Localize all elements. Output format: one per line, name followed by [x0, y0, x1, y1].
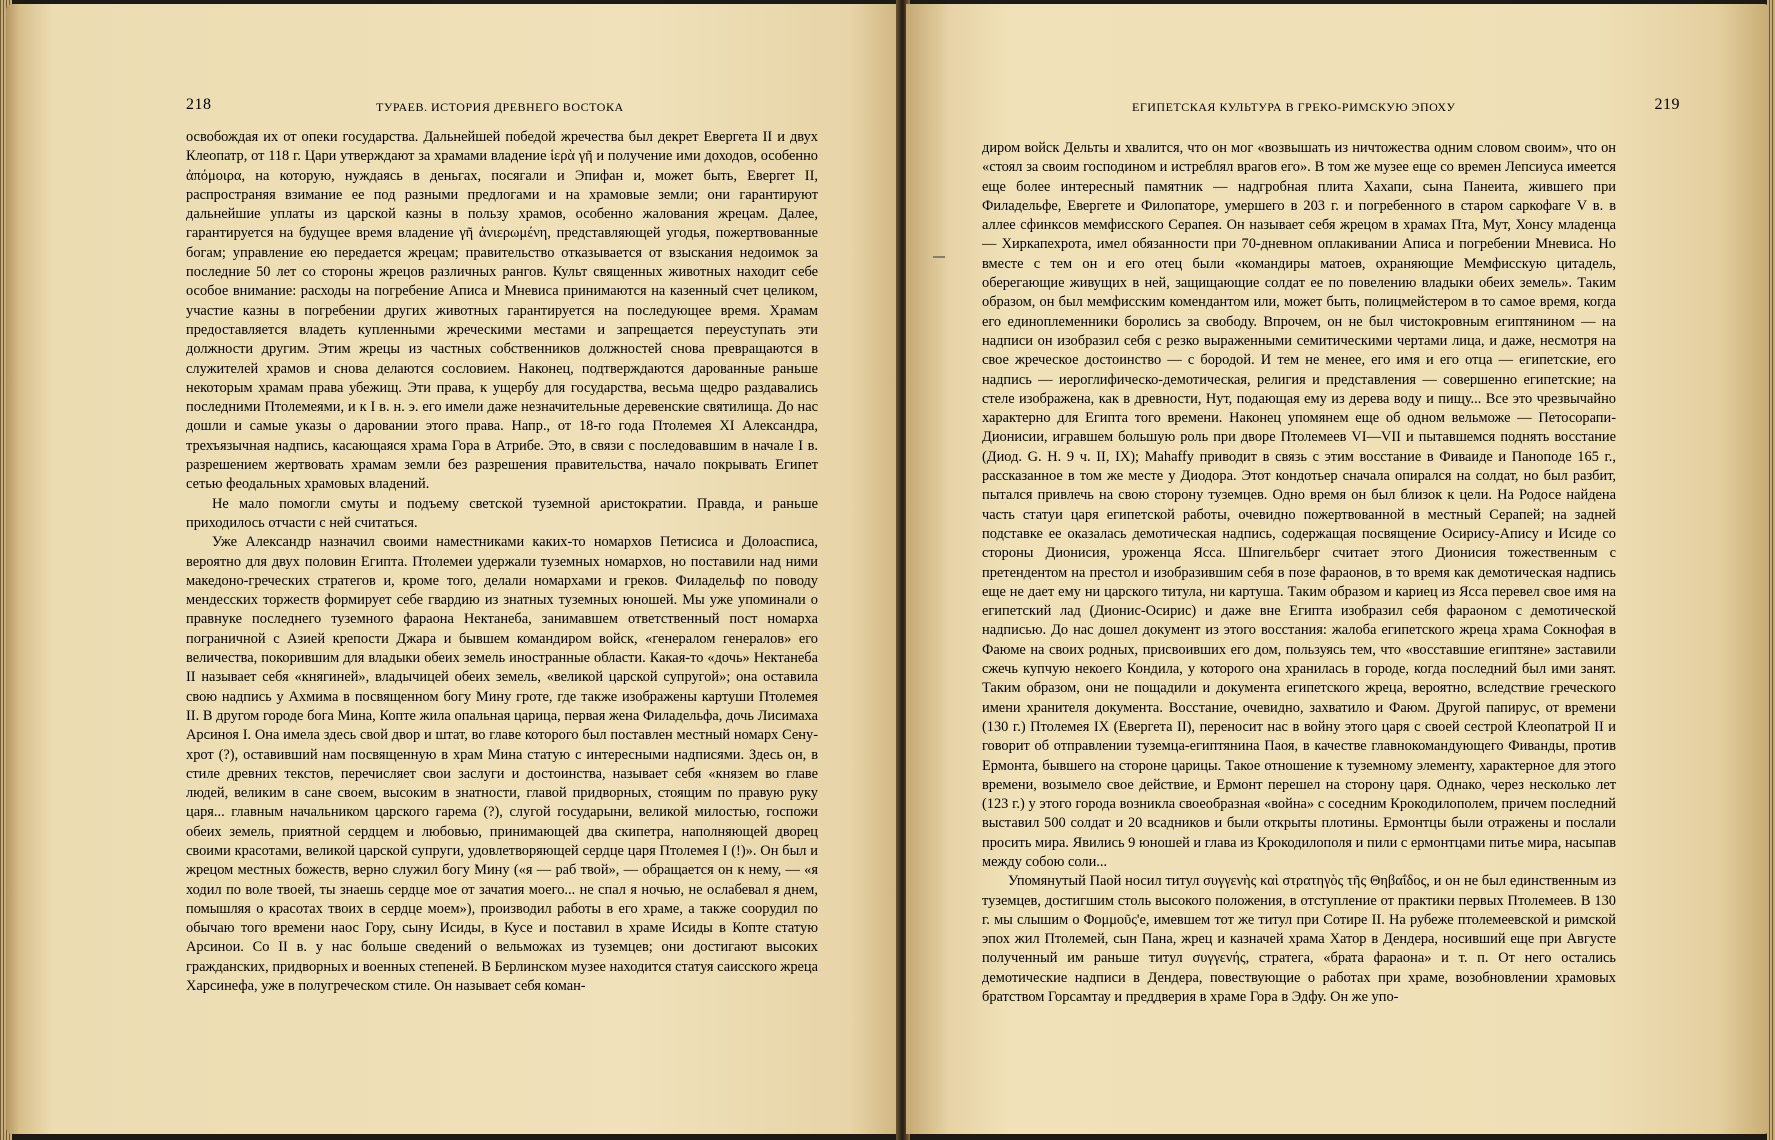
- left-paragraph-3: Уже Александр назначил своими наместниками каких-то номархов Петисиса и Долоасписа, вероятно для двух половин Египта. Птолемеи удержали туземных номархов, но поставили над ними македоно-греческих стратегов и, кроме того, делали номархами и греков. Филадельф по поводу мендесских торжеств формирует себе гвардию из знатных туземных юношей. Мы уже упоминали о правнуке последнего туземного фараона Нектанеба, занимавшем ответственный пост номарха пограничной с Азией крепости Джара и бывшем командиром войск, «генералом генералов» его величества, покорившим для владыки обеих земель иностранные области. Какая-то «дочь» Нектанеба II называет себя «княгиней», владычицей обеих земель, «великой царской супругой»; она оставила свою надпись у Ахмима в посвященном богу Мину гроте, где также изображены картуши Птолемея II. В другом городе бога Мина, Копте жила опальная царица, первая жена Филадельфа, дочь Лисимаха Арсиноя I. Она имела здесь свой двор и штат, во главе которого был поставлен местный номарх Сену-хрот (?), оставивший нам посвященную в храм Мина статую с интересными надписями. Здесь он, в стиле древних текстов, перечисляет свои заслуги и достоинства, называет себя «князем во главе людей, великим в сане своем, высоким в знатности, главой придворных, стоящим по правую руку царя... главным начальником царского гарема (?), слугой государыни, великой милостью, госпожи обеих земель, приятной сердцем и любовью, принимающей два скипетра, наполняющей дворец своими красотами, великой царской супруги, удовлетворяющей сердце царя Птолемея I (!)». Он был и жрецом местных божеств, верно служил богу Мину («я — раб твой», — обращается он к нему, — «я ходил по воле твоей, ты знаешь сердце мое от зачатия моего... не спал я ночью, не ослабевал я днем, помышляя о красотах твоих в сердце моем»), производил работы в его храме, а также соорудил по обычаю того времени наос Гору, сыну Исиды, в Кусе и поставил в храме Исиды в Копте статую Арсинои. Со II в. у нас больше сведений о вельможах из туземцев; они достигают высоких гражданских, придворных и военных степеней. В Берлинском музее находится статуя саисского жреца Харсинефа, уже в полугреческом стиле. Он называет себя коман-: [186, 534, 818, 995]
- right-page-body: [982, 139, 1616, 1007]
- margin-mark: [933, 256, 945, 258]
- right-page-number: 219: [1654, 96, 1680, 113]
- left-page-header: [186, 98, 826, 118]
- left-paragraph-1: освобождая их от опеки государства. Дальнейшей победой жречества был декрет Евергета II и двух Клеопатр, от 118 г. Цари утверждают за храмами владение ἱερὰ γῆ и получение ими доходов, особенно ἀπόμοιρα, на которую, нуждаясь в деньгах, посягали и Эпифан и, может быть, Евергет II, распространяя взимание ее под разными предлогами и на храмовые земли; они гарантируют дальнейшие уплаты из царской казны в пользу храмов, особенно жалования жрецам. Далее, гарантируется на будущее время владение γῆ ἀνιερωμένη, представляющей угодья, пожертвованные богам; управление ею передается жрецам; правительство отказывается от взыскания недоимок за последние 50 лет со стороны жрецов различных рангов. Культ священных животных находит себе особое внимание: расходы на погребение Аписа и Мневиса принимаются на казенный счет целиком, участие казны в погребении других животных гарантируется на последующее время. Храмам предоставляется владеть купленными жреческими местами и запрещается переуступать эти должности другим. Этим жрецы из частных собственников должностей снова превращаются в служителей храмов и снова делаются сословием. Наконец, подтверждаются дарованные раньше некоторым храмам права убежищ. Эти права, к ущербу для государства, весьма щедро раздавались последними Птолемеями, и к I в. н. э. его имели даже незначительные деревенские святилища. До нас дошли и самые указы о даровании этого права. Напр., от 18-го года Птолемея XI Александра, трехъязычная надпись, касающаяся храма Гора в Атрибе. Это, в связи с последовавшим в начале I в. разрешением жертвовать храмам земли без разрешения правительства, начало покрывать Египет сетью феодальных храмовых владений.: [186, 129, 818, 493]
- left-page-number: 218: [186, 96, 212, 113]
- right-page-edges: [1767, 0, 1775, 1140]
- left-running-head: ТУРАЕВ. ИСТОРИЯ ДРЕВНЕГО ВОСТОКА: [376, 100, 624, 114]
- right-page-header: [1132, 98, 1680, 118]
- right-paragraph-1: диром войск Дельты и хвалится, что он мог «возвышать из ничтожества одним словом своим», что он «стоял за своим господином и истреблял врагов его». В том же музее еще со времен Лепсиуса имеется еще более интересный памятник — надгробная плита Хахапи, сына Панеита, жившего при Филадельфе, Евергете и Филопаторе, умершего в 203 г. и погребенного в старом саркофаге V в. в аллее сфинксов мемфисского Серапея. Он называет себя жрецом в храмах Пта, Мут, Хонсу младенца — Хиркапехрота, имел обязанности при 70-дневном оплакивании Аписа и погребении Мневиса. Но вместе с тем он и его отец были «командиры матоев, охраняющие Мемфисскую цитадель, оберегающие живущих в ней, защищающие солдат ее по повелению владыки обеих земель». Таким образом, он был мемфисским комендантом или, может быть, полицмейстером в то самое время, когда его единоплеменники боролись за свободу. Впрочем, он не был чистокровным египтянином — на надписи он изобразил себя с резко выраженными семитическими чертами лица, и даже, несмотря на свое жреческое достоинство — с бородой. И тем не менее, его имя и его отца — египетские, его надпись — иероглифическо-демотическая, религия и представления — совершенно египетские; на стеле изображена, как в древности, Нут, подающая ему из дерева воду и пищу... Все это чрезвычайно характерно для Египта того времени. Наконец упомянем еще об одном вельможе — Петосорапи-Дионисии, игравшем большую роль при дворе Птолемеев VI—VII и пытавшемся поднять восстание (Диод. G. Н. 9 ч. II, IX); Mahaffy приводит в связь с этим восстание в Фиваиде и Паноподе 165 г., рассказанное в том же месте у Диодора. Этот кондотьер сначала опирался на солдат, но был разбит, пытался привлечь на свою сторону туземцев. Одно время он был близок к цели. На Родосе найдена часть статуи царя египетской работы, очевидно пожертвованной в местный Серапей; на задней подставке ее оказалась демотическая надпись, содержащая посвящение Осирису-Апису и Исиде со стороны Дионисия, уроженца Ясса. Шпигельберг считает этого Дионисия тожественным с претендентом на престол и изобразившим себя в позе фараонов, в то время как демотическая надпись еще не дает ему ни царского титула, ни картуша. Таким образом и кариец из Ясса перевел свое имя на египетский лад (Дионис-Осирис) и даже вне Египта изобразил себя фараоном с демотической надписью. До нас дошел документ из этого восстания: жалоба египетского жреца храма Сокнофая в Фаюме на своих родных, присвоивших его дом, пользуясь тем, что «восставшие египтяне» заставили сжечь купчую некоего Кондила, у которого она хранилась в городе, когда последний был ими занят. Таким образом, они не пощадили и документа египетского жреца, вероятно, вследствие греческого имени хранителя документа. Восстание, очевидно, захватило и Фаюм. Другой папирус, от времени (130 г.) Птолемея IX (Евергета II), переносит нас в войну этого царя с своей сестрой Клеопатрой II и говорит об отправлении туземца-египтянина Паоя, в качестве главнокомандующего Фиванды, против Ермонта, бывшего на стороне царицы. Такое отношение к туземному элементу, характерное для этого времени, возымело свое действие, и Ермонт перешел на сторону царя. Однако, через несколько лет (123 г.) у этого города возникла своеобразная «война» с соседним Крокодилополем, причем последний выставил 500 солдат и 20 всадников и были открыты плотины. Ермонтцы были отражены и послали просить мира. Явились 9 юношей и глава из Крокодилополя и пили с ермонтцами питье мира, насыпав между собою соли...: [982, 140, 1616, 870]
- right-paragraph-2: Упомянутый Паой носил титул συγγενὴς καὶ στρατηγὸς τῆς Θηβαΐδος, и он не был единственным из туземцев, достигшим столь высокого положения, в отступление от практики первых Птолемеев. В 130 г. мы слышим о Φομμοῦς'е, имевшем тот же титул при Сотире II. На рубеже птолемеевской и римской эпох жил Птолемей, сын Пана, жрец и казначей храма Хатор в Дендера, носивший еще при Августе полученный им раньше титул συγγενής, стратега, «брата фараона» и т. п. От него остались демотические надписи в Дендера, повествующие о работах при храме, возобновлении храмовых братством Горсамтау и преддверия в храме Гора в Эдфу. Он же упо-: [982, 873, 1616, 1006]
- left-page-body: [186, 128, 818, 996]
- right-running-head: ЕГИПЕТСКАЯ КУЛЬТУРА В ГРЕКО-РИМСКУЮ ЭПОХУ: [1132, 100, 1456, 114]
- left-paragraph-2: Не мало помогли смуты и подъему светской туземной аристократии. Правда, и раньше приходилось отчасти с ней считаться.: [186, 495, 818, 531]
